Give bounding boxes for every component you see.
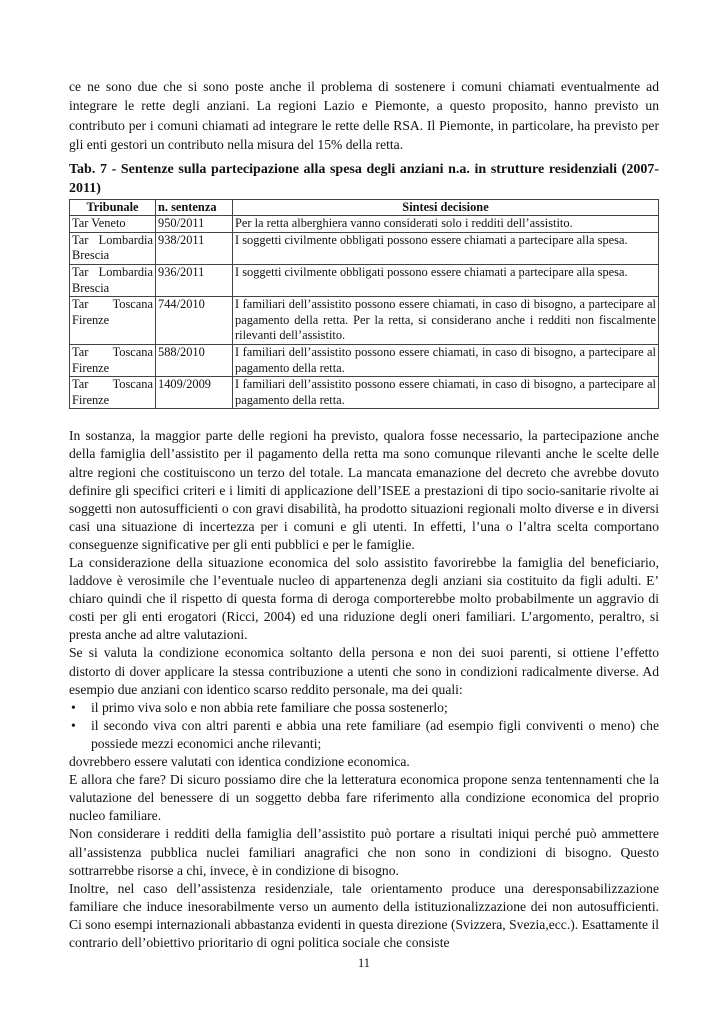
intro-paragraph: ce ne sono due che si sono poste anche il problema di sostenere i comuni chiamati eventualmente ad integrare le rette degli anziani. La regioni Lazio e Piemonte, a questo proposito, hanno previsto un contributo per i comuni chiamati ad integrare le rette delle RSA. Il Piemonte, in particolare, ha previsto per gli enti gestori un contributo nella misura del 15% della retta. [69, 79, 659, 153]
cell-decisione: Per la retta alberghiera vanno considerati solo i redditi dell’assistito. [233, 216, 659, 233]
paragraph-che-fare: E allora che fare? Di sicuro possiamo dire che la letteratura economica propone senza tentennamenti che la valutazione del benessere di un soggetto debba fare riferimento alla condizione economica del proprio nucleo familiare. [69, 772, 659, 824]
cell-tribunale: Tar Lombardia Brescia [70, 232, 156, 264]
cell-tribunale: Tar Toscana Firenze [70, 297, 156, 345]
page-number: 11 [358, 956, 370, 970]
table-row [70, 344, 659, 376]
table-row [70, 232, 659, 264]
cell-numero: 936/2011 [156, 265, 233, 297]
bullet-list [69, 699, 659, 753]
header-n-sentenza: n. sentenza [156, 199, 233, 216]
header-tribunale: Tribunale [70, 199, 156, 216]
bullet-icon: • [71, 699, 76, 715]
cell-decisione: I soggetti civilmente obbligati possono essere chiamati a partecipare alla spesa. [233, 232, 659, 264]
table-title: Tab. 7 - Sentenze sulla partecipazione alla spesa degli anziani n.a. in strutture residenziali (2007-2011) [69, 161, 659, 196]
header-sintesi: Sintesi decisione [233, 199, 659, 216]
cell-tribunale: Tar Toscana Firenze [70, 377, 156, 409]
table-row [70, 377, 659, 409]
cell-tribunale: Tar Veneto [70, 216, 156, 233]
cell-tribunale: Tar Toscana Firenze [70, 344, 156, 376]
paragraph-residenziale: Inoltre, nel caso dell’assistenza residenziale, tale orientamento produce una deresponsabilizzazione familiare che induce inesorabilmente verso un aumento della istituzionalizzazione dei non autosufficienti. Ci sono esempi internazionali abbastanza evidenti in questa direzione (Svizzera, Svezia,ecc.). Esattamente il contrario dell’obiettivo prioritario di ogni politica sociale che consiste [69, 880, 659, 950]
list-item-text: il primo viva solo e non abbia rete familiare che possa sostenerlo; [91, 699, 448, 715]
paragraph-sostanza: In sostanza, la maggior parte delle regioni ha previsto, qualora fosse necessario, la partecipazione anche della famiglia dell’assistito per il pagamento della retta ma sono comunque rilevanti anche le scelte delle altre regioni che costituiscono un terzo del totale. La mancata emanazione del decreto che avrebbe dovuto definire gli specifici criteri e i limiti di applicazione dell’ISEE a prestazioni di tipo socio-sanitarie rivolte ai soggetti non autosufficienti o con gravi disabilità, ha prodotto situazioni regionali molto diverse e in diversi casi una situazione di incertezza per i comuni e gli utenti. In effetti, l’una o l’altra scelta comportano conseguenze significative per gli enti pubblici e per le famiglie. [69, 428, 659, 552]
table-row [70, 297, 659, 345]
paragraph-considerazione: La considerazione della situazione economica del solo assistito favorirebbe la famiglia del beneficiario, laddove è verosimile che l’eventuale nucleo di appartenenza degli anziani sia costituito da figli adulti. E’ chiaro quindi che il rispetto di questa forma di deroga comporterebbe molto probabilmente un aggravio di costi per gli enti erogatori (Ricci, 2004) ed una riduzione degli oneri familiari. L’argomento, peraltro, si presta anche ad altre valutazioni. [69, 555, 659, 643]
cell-decisione: I familiari dell’assistito possono essere chiamati, in caso di bisogno, a partecipare al pagamento della retta. Per la retta, si considerano anche i redditi non fiscalmente rilevanti dell’assistito. [233, 297, 659, 345]
cell-numero: 938/2011 [156, 232, 233, 264]
list-item [69, 699, 659, 717]
table-row [70, 265, 659, 297]
cell-numero: 950/2011 [156, 216, 233, 233]
cell-numero: 1409/2009 [156, 377, 233, 409]
cell-decisione: I familiari dell’assistito possono essere chiamati, in caso di bisogno, a partecipare al pagamento della retta. [233, 377, 659, 409]
cell-tribunale: Tar Lombardia Brescia [70, 265, 156, 297]
document-page [69, 77, 659, 952]
body-text [69, 427, 659, 952]
list-item [69, 717, 659, 753]
cell-decisione: I familiari dell’assistito possono essere chiamati, in caso di bisogno, a partecipare al pagamento della retta. [233, 344, 659, 376]
cell-numero: 744/2010 [156, 297, 233, 345]
paragraph-identica: dovrebbero essere valutati con identica condizione economica. [69, 754, 410, 770]
cell-numero: 588/2010 [156, 344, 233, 376]
table-header-row [70, 199, 659, 216]
table-row [70, 216, 659, 233]
sentences-table [69, 199, 659, 410]
paragraph-redditi: Non considerare i redditi della famiglia dell’assistito può portare a risultati iniqui perché può ammettere all’assistenza pubblica nuclei familiari anagrafici che non sono in condizioni di bisogno. Questo sottrarrebbe risorse a chi, invece, è in condizione di bisogno. [69, 826, 659, 878]
paragraph-valutazione: Se si valuta la condizione economica soltanto della persona e non dei suoi parenti, si ottiene l’effetto distorto di dover applicare la stessa contribuzione a utenti che sono in condizioni radicalmente diverse. Ad esempio due anziani con identico scarso reddito personale, ma dei quali: [69, 645, 659, 697]
list-item-text: il secondo viva con altri parenti e abbia una rete familiare (ad esempio figli conviventi o meno) che possiede mezzi economici anche rilevanti; [91, 717, 659, 751]
bullet-icon: • [71, 717, 76, 733]
cell-decisione: I soggetti civilmente obbligati possono essere chiamati a partecipare alla spesa. [233, 265, 659, 297]
